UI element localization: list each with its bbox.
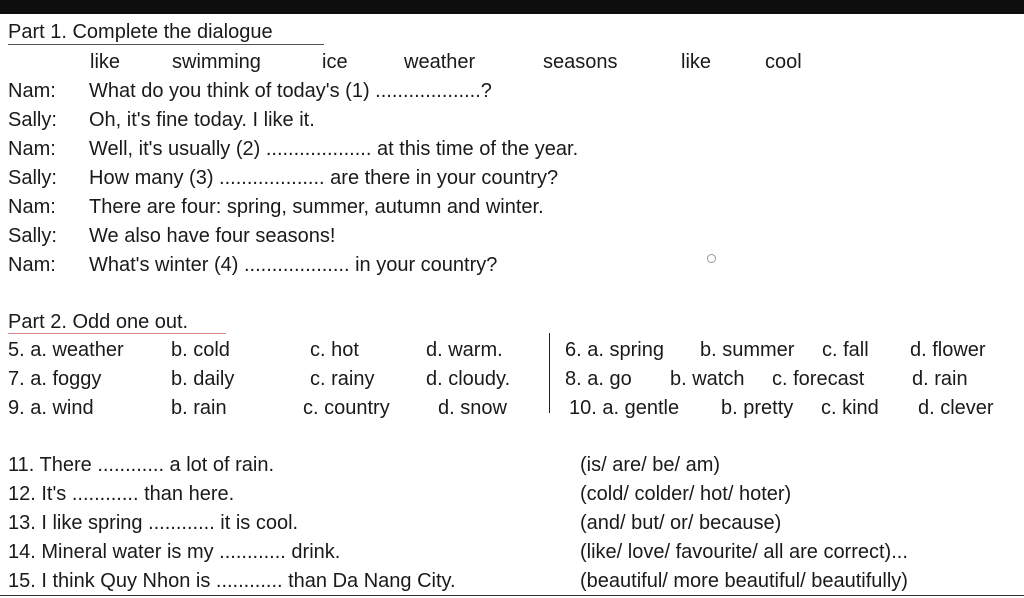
word-bank-item: like	[681, 51, 712, 73]
option: d. warm.	[426, 339, 503, 361]
option: d. clever	[918, 397, 994, 419]
question-sentence: 11. There ............ a lot of rain.	[8, 454, 275, 476]
option: 8. a. go	[565, 368, 632, 390]
word-bank-item: weather	[404, 51, 476, 73]
option: c. kind	[821, 397, 879, 419]
part2-heading: Part 2. Odd one out.	[8, 311, 189, 333]
question-options: (beautiful/ more beautiful/ beautifully)	[580, 570, 908, 592]
question-options: (like/ love/ favourite/ all are correct)...	[580, 541, 908, 563]
speaker: Nam:	[8, 80, 56, 102]
option: d. snow	[438, 397, 507, 419]
speaker: Sally:	[8, 225, 57, 247]
question-sentence: 14. Mineral water is my ............ drink.	[8, 541, 341, 563]
option: 5. a. weather	[8, 339, 124, 361]
option: b. daily	[171, 368, 235, 390]
dialogue-line: We also have four seasons!	[89, 225, 336, 247]
question-options: (and/ but/ or/ because)	[580, 512, 782, 534]
dialogue-line: Well, it's usually (2) ................... at this time of the year.	[89, 138, 579, 160]
part1-heading: Part 1. Complete the dialogue	[8, 21, 273, 43]
speaker: Nam:	[8, 254, 56, 276]
heading-rule	[8, 333, 226, 334]
word-bank-item: cool	[765, 51, 802, 73]
dialogue-line: Oh, it's fine today. I like it.	[89, 109, 315, 131]
option: c. fall	[822, 339, 869, 361]
option: c. forecast	[772, 368, 865, 390]
option: d. flower	[910, 339, 986, 361]
heading-rule	[8, 44, 324, 45]
speaker: Sally:	[8, 167, 57, 189]
option: b. pretty	[721, 397, 794, 419]
word-bank-item: like	[90, 51, 121, 73]
speaker: Nam:	[8, 196, 56, 218]
option: c. hot	[310, 339, 359, 361]
question-sentence: 13. I like spring ............ it is cool.	[8, 512, 299, 534]
option: 6. a. spring	[565, 339, 664, 361]
option: c. country	[303, 397, 390, 419]
column-divider	[549, 333, 550, 413]
top-dark-bar	[0, 0, 1024, 14]
option: b. watch	[670, 368, 745, 390]
option: b. summer	[700, 339, 795, 361]
option: d. rain	[912, 368, 968, 390]
question-options: (is/ are/ be/ am)	[580, 454, 721, 476]
speaker: Sally:	[8, 109, 57, 131]
question-sentence: 12. It's ............ than here.	[8, 483, 235, 505]
option: c. rainy	[310, 368, 375, 390]
question-sentence: 15. I think Quy Nhon is ............ than Da Nang City.	[8, 570, 456, 592]
dialogue-line: How many (3) ................... are there in your country?	[89, 167, 559, 189]
option: 10. a. gentle	[569, 397, 680, 419]
dialogue-line: What do you think of today's (1) ...................?	[89, 80, 492, 102]
option: b. rain	[171, 397, 227, 419]
word-bank-item: seasons	[543, 51, 618, 73]
dialogue-line: There are four: spring, summer, autumn and winter.	[89, 196, 544, 218]
word-bank-item: ice	[322, 51, 348, 73]
option: 7. a. foggy	[8, 368, 102, 390]
circle-mark	[707, 254, 716, 263]
dialogue-line: What's winter (4) ................... in your country?	[89, 254, 498, 276]
option: b. cold	[171, 339, 230, 361]
word-bank-item: swimming	[172, 51, 261, 73]
bottom-rule	[0, 595, 1024, 596]
option: d. cloudy.	[426, 368, 511, 390]
option: 9. a. wind	[8, 397, 94, 419]
question-options: (cold/ colder/ hot/ hoter)	[580, 483, 792, 505]
speaker: Nam:	[8, 138, 56, 160]
